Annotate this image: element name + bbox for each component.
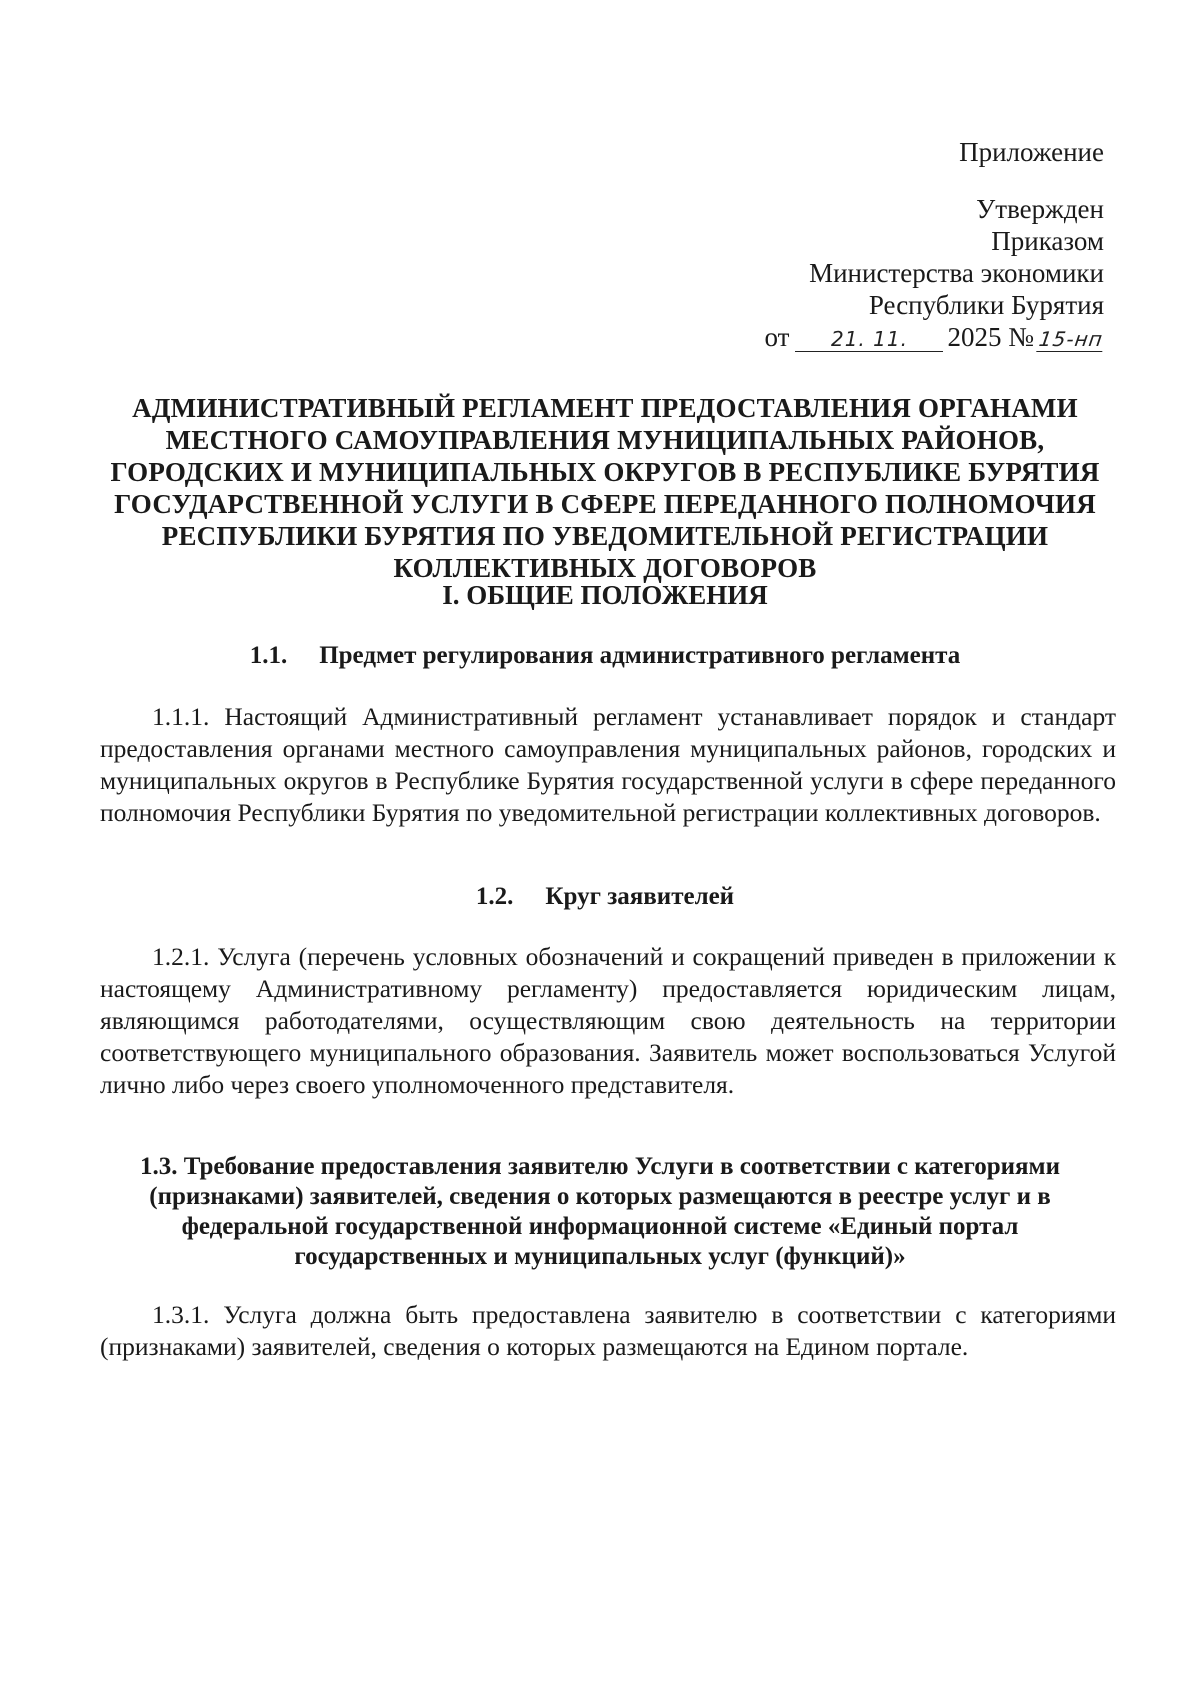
subsection-1-1-title: Предмет регулирования административного регламента (319, 642, 961, 669)
handwritten-date: 21. 11. (795, 327, 943, 352)
order-date-line (765, 321, 1104, 353)
approval-block (765, 136, 1104, 353)
paragraph-1-1-1: 1.1.1. Настоящий Административный регламент устанавливает порядок и стандарт предоставления органами местного самоуправления муниципальных районов, городских и муниципальных округов в Республике Бурятия государственной услуги в сфере переданного полномочия Республики Бурятия по уведомительной регистрации коллективных договоров. (100, 702, 1116, 827)
approved-label: Утвержден (976, 194, 1104, 224)
handwritten-number: 15-нп (1037, 327, 1105, 351)
annex-label: Приложение (959, 137, 1104, 167)
section-1-title: I. ОБЩИЕ ПОЛОЖЕНИЯ (442, 580, 768, 610)
paragraph-1-3-1: 1.3.1. Услуга должна быть предоставлена заявителю в соответствии с категориями (признаками) заявителей, сведения о которых размещаются на Едином портале. (100, 1300, 1116, 1361)
subsection-1-2-number: 1.2. (475, 883, 514, 910)
subsection-1-1-number: 1.1. (249, 642, 288, 669)
paragraph-1-2-1: 1.2.1. Услуга (перечень условных обозначений и сокращений приведен в приложении к настоящему Административному регламенту) предоставляется юридическим лицам, являющимся работодателями, осуществляющим свою деятельность на территории соответствующего муниципального образования. Заявитель может воспользоваться Услугой лично либо через своего уполномоченного представителя. (100, 942, 1116, 1099)
date-prefix: от (764, 322, 790, 352)
ministry-label: Министерства экономики (809, 258, 1104, 288)
order-label: Приказом (991, 226, 1104, 256)
republic-label: Республики Бурятия (868, 290, 1104, 320)
subsection-1-3-heading: 1.3. Требование предоставления заявителю Услуги в соответствии с категориями (признаками) заявителей, сведения о которых размещаются в реестре услуг и в федеральной государственной информационной системе «Единый портал государственных и муниципальных услуг (функций)» (140, 1153, 1060, 1270)
document-title: АДМИНИСТРАТИВНЫЙ РЕГЛАМЕНТ ПРЕДОСТАВЛЕНИЯ ОРГАНАМИ МЕСТНОГО САМОУПРАВЛЕНИЯ МУНИЦИПАЛЬНЫХ РАЙОНОВ, ГОРОДСКИХ И МУНИЦИПАЛЬНЫХ ОКРУГОВ В РЕСПУБЛИКЕ БУРЯТИЯ ГОСУДАРСТВЕННОЙ УСЛУГИ В СФЕРЕ ПЕРЕДАННОГО ПОЛНОМОЧИЯ РЕСПУБЛИКИ БУРЯТИЯ ПО УВЕДОМИТЕЛЬНОЙ РЕГИСТРАЦИИ КОЛЛЕКТИВНЫХ ДОГОВОРОВ (110, 393, 1100, 583)
subsection-1-2-heading (100, 882, 1110, 912)
subsection-1-1-heading (100, 641, 1110, 671)
subsection-1-2-title: Круг заявителей (545, 883, 735, 910)
order-year: 2025 № (947, 322, 1034, 352)
